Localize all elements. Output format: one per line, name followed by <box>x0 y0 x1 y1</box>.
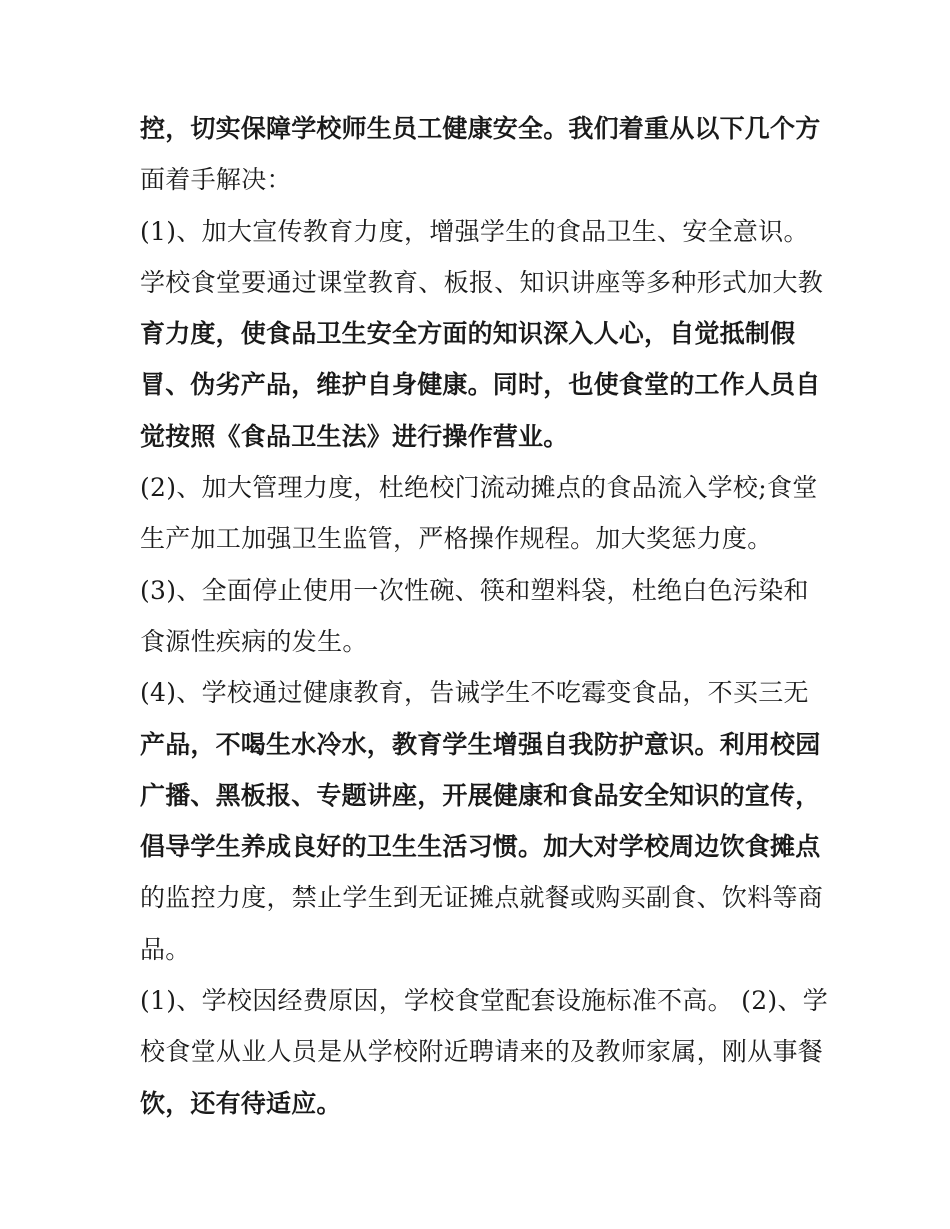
text-line: 倡导学生养成良好的卫生生活习惯。加大对学校周边饮食摊点 <box>140 832 821 862</box>
document-body <box>140 103 829 1129</box>
text-line: 生产加工加强卫生监管，严格操作规程。加大奖惩力度。 <box>140 524 773 554</box>
text-line: 广播、黑板报、专题讲座，开展健康和食品安全知识的宣传， <box>140 780 821 810</box>
text-line: 学校食堂要通过课堂教育、板报、知识讲座等多种形式加大教 <box>140 267 824 297</box>
text-line: 食源性疾病的发生。 <box>140 626 368 656</box>
text-line: 面着手解决： <box>140 165 292 195</box>
text-line: 产品，不喝生水冷水，教育学生增强自我防护意识。利用校园 <box>140 729 821 759</box>
text-line: 冒、伪劣产品，维护自身健康。同时，也使食堂的工作人员自 <box>140 370 821 400</box>
text-line: (2)、加大管理力度，杜绝校门流动摊点的食品流入学校;食堂 <box>140 473 818 503</box>
text-line: 品。 <box>140 934 191 964</box>
text-line: 育力度，使食品卫生安全方面的知识深入人心，自觉抵制假 <box>140 319 796 349</box>
text-line: (4)、学校通过健康教育，告诫学生不吃霉变食品，不买三无 <box>140 678 809 708</box>
text-line: (1)、加大宣传教育力度，增强学生的食品卫生、安全意识。 <box>140 216 809 246</box>
text-line: 校食堂从业人员是从学校附近聘请来的及教师家属，刚从事餐 <box>140 1037 824 1067</box>
text-line: (1)、学校因经费原因，学校食堂配套设施标准不高。 (2)、学 <box>140 986 829 1016</box>
text-line: (3)、全面停止使用一次性碗、筷和塑料袋，杜绝白色污染和 <box>140 575 809 605</box>
text-line: 饮，还有待适应。 <box>140 1088 342 1118</box>
text-line: 控，切实保障学校师生员工健康安全。我们着重从以下几个方 <box>140 114 821 143</box>
text-line: 的监控力度，禁止学生到无证摊点就餐或购买副食、饮料等商 <box>140 883 824 913</box>
text-line: 觉按照《食品卫生法》进行操作营业。 <box>140 421 569 451</box>
